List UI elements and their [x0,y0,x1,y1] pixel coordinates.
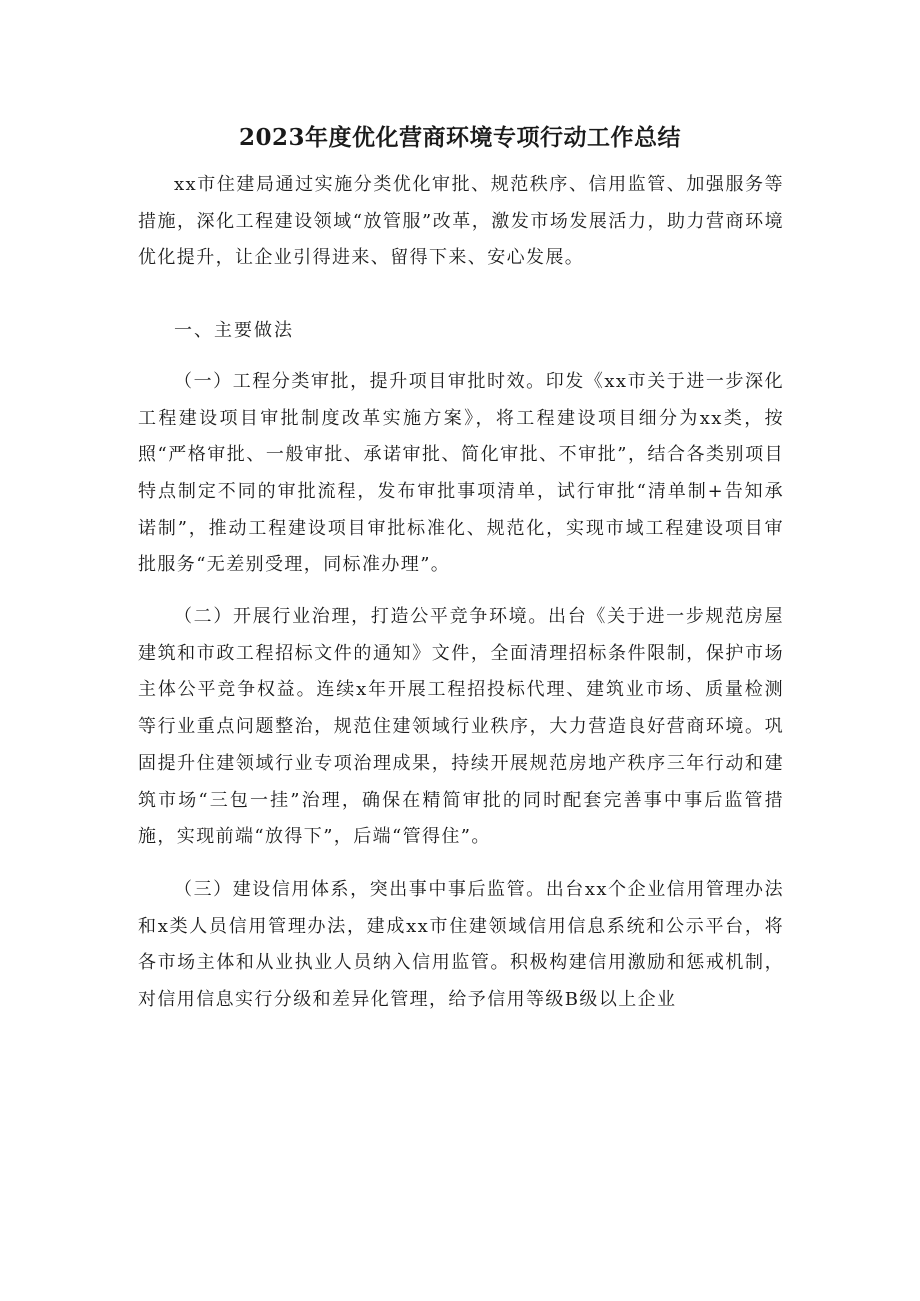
paragraph-credit: （三）建设信用体系，突出事中事后监管。出台xx个企业信用管理办法和x类人员信用管理办法，建成xx市住建领域信用信息系统和公示平台，将各市场主体和从业执业人员纳入信用监管。积极构建信用激励和惩戒机制，对信用信息实行分级和差异化管理，给予信用等级B级以上企业 [138,878,784,1011]
document-body [138,167,784,1019]
intro-paragraph: xx市住建局通过实施分类优化审批、规范秩序、信用监管、加强服务等措施，深化工程建设领域“放管服”改革，激发市场发展活力，助力营商环境优化提升，让企业引得进来、留得下来、安心发展。 [138,174,784,269]
paragraph-governance: （二）开展行业治理，打造公平竞争环境。出台《关于进一步规范房屋建筑和市政工程招标文件的通知》文件，全面清理招标条件限制，保护市场主体公平竞争权益。连续x年开展工程招投标代理、建筑业市场、质量检测等行业重点问题整治，规范住建领域行业秩序，大力营造良好营商环境。巩固提升住建领域行业专项治理成果，持续开展规范房地产秩序三年行动和建筑市场“三包一挂”治理，确保在精简审批的同时配套完善事中事后监管措施，实现前端“放得下”，后端“管得住”。 [138,606,784,848]
document-title: 2023年度优化营商环境专项行动工作总结 [238,124,681,151]
paragraph-approval: （一）工程分类审批，提升项目审批时效。印发《xx市关于进一步深化工程建设项目审批制度改革实施方案》，将工程建设项目细分为xx类，按照“严格审批、一般审批、承诺审批、简化审批、不审批”，结合各类别项目特点制定不同的审批流程，发布审批事项清单，试行审批“清单制+告知承诺制”，推动工程建设项目审批标准化、规范化，实现市域工程建设项目审批服务“无差别受理，同标准办理”。 [138,370,784,576]
section-heading-main-practices: 一、主要做法 [174,320,294,342]
